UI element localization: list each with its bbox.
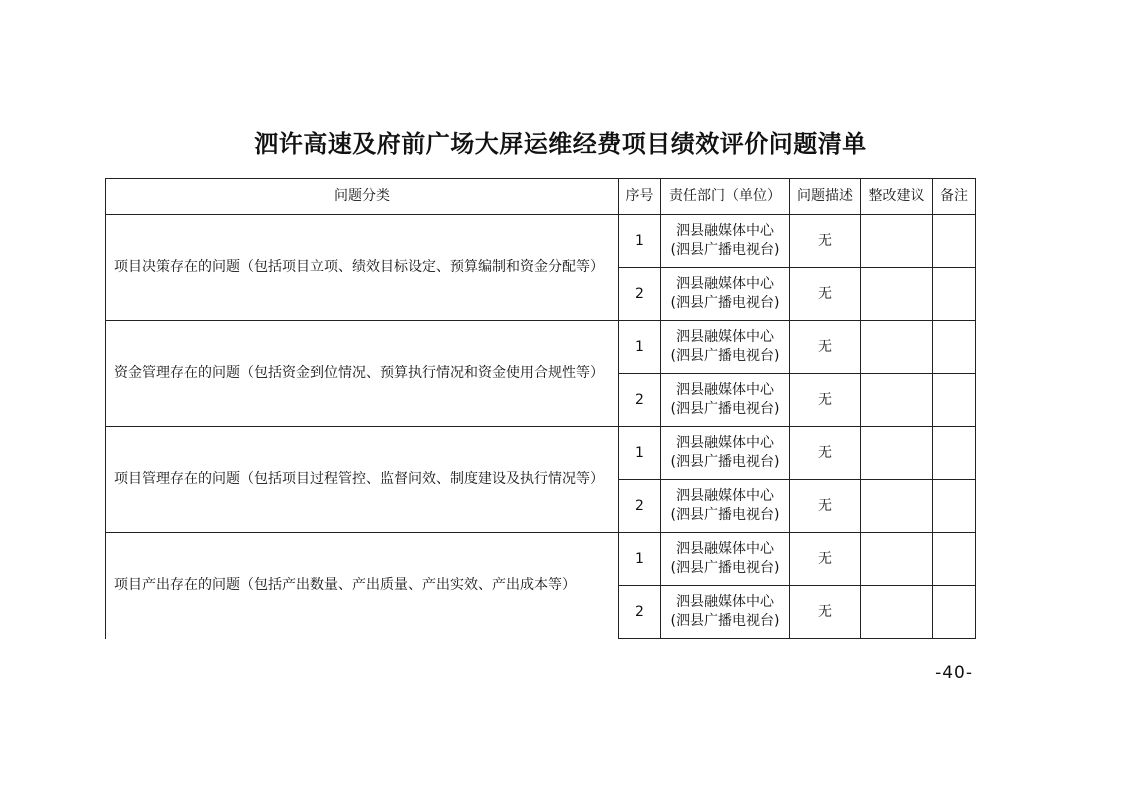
dept-line2: (泗县广播电视台) xyxy=(670,613,780,629)
remark-cell xyxy=(933,215,976,268)
dept-cell xyxy=(661,374,790,427)
header-suggestion: 整改建议 xyxy=(861,179,933,215)
category-cell: 资金管理存在的问题（包括资金到位情况、预算执行情况和资金使用合规性等） xyxy=(106,321,619,427)
category-cell: 项目管理存在的问题（包括项目过程管控、监督问效、制度建设及执行情况等） xyxy=(106,427,619,533)
dept-cell xyxy=(661,321,790,374)
suggestion-cell xyxy=(861,215,933,268)
seq-cell: 2 xyxy=(619,374,661,427)
dept-line1: 泗县融媒体中心 xyxy=(676,488,774,504)
table-row xyxy=(106,533,976,586)
seq-cell: 2 xyxy=(619,480,661,533)
desc-cell: 无 xyxy=(790,586,861,639)
suggestion-cell xyxy=(861,533,933,586)
dept-line2: (泗县广播电视台) xyxy=(670,560,780,576)
suggestion-cell xyxy=(861,321,933,374)
dept-line2: (泗县广播电视台) xyxy=(670,454,780,470)
suggestion-cell xyxy=(861,427,933,480)
suggestion-cell xyxy=(861,374,933,427)
desc-cell: 无 xyxy=(790,480,861,533)
remark-cell xyxy=(933,586,976,639)
suggestion-cell xyxy=(861,268,933,321)
seq-cell: 1 xyxy=(619,427,661,480)
dept-line2: (泗县广播电视台) xyxy=(670,507,780,523)
dept-line1: 泗县融媒体中心 xyxy=(676,223,774,239)
dept-line2: (泗县广播电视台) xyxy=(670,242,780,258)
seq-cell: 2 xyxy=(619,586,661,639)
seq-cell: 1 xyxy=(619,215,661,268)
dept-line2: (泗县广播电视台) xyxy=(670,348,780,364)
header-desc: 问题描述 xyxy=(790,179,861,215)
suggestion-cell xyxy=(861,480,933,533)
dept-line1: 泗县融媒体中心 xyxy=(676,541,774,557)
dept-cell xyxy=(661,215,790,268)
dept-cell xyxy=(661,268,790,321)
dept-line1: 泗县融媒体中心 xyxy=(676,276,774,292)
dept-line1: 泗县融媒体中心 xyxy=(676,435,774,451)
dept-line1: 泗县融媒体中心 xyxy=(676,382,774,398)
remark-cell xyxy=(933,533,976,586)
remark-cell xyxy=(933,427,976,480)
table-row xyxy=(106,321,976,374)
seq-cell: 1 xyxy=(619,533,661,586)
table-row xyxy=(106,427,976,480)
dept-cell xyxy=(661,533,790,586)
desc-cell: 无 xyxy=(790,321,861,374)
dept-line1: 泗县融媒体中心 xyxy=(676,594,774,610)
category-cell: 项目产出存在的问题（包括产出数量、产出质量、产出实效、产出成本等） xyxy=(106,533,619,639)
dept-cell xyxy=(661,427,790,480)
remark-cell xyxy=(933,374,976,427)
header-remark: 备注 xyxy=(933,179,976,215)
desc-cell: 无 xyxy=(790,268,861,321)
suggestion-cell xyxy=(861,586,933,639)
dept-cell xyxy=(661,586,790,639)
desc-cell: 无 xyxy=(790,215,861,268)
header-dept: 责任部门（单位） xyxy=(661,179,790,215)
page-number: -40- xyxy=(935,663,973,683)
desc-cell: 无 xyxy=(790,374,861,427)
dept-line2: (泗县广播电视台) xyxy=(670,295,780,311)
remark-cell xyxy=(933,321,976,374)
dept-line1: 泗县融媒体中心 xyxy=(676,329,774,345)
dept-cell xyxy=(661,480,790,533)
seq-cell: 2 xyxy=(619,268,661,321)
header-seq: 序号 xyxy=(619,179,661,215)
remark-cell xyxy=(933,268,976,321)
issues-table xyxy=(105,178,976,639)
seq-cell: 1 xyxy=(619,321,661,374)
document-title: 泗许高速及府前广场大屏运维经费项目绩效评价问题清单 xyxy=(254,130,867,158)
table-row xyxy=(106,215,976,268)
category-cell: 项目决策存在的问题（包括项目立项、绩效目标设定、预算编制和资金分配等） xyxy=(106,215,619,321)
desc-cell: 无 xyxy=(790,427,861,480)
desc-cell: 无 xyxy=(790,533,861,586)
remark-cell xyxy=(933,480,976,533)
header-category: 问题分类 xyxy=(106,179,619,215)
dept-line2: (泗县广播电视台) xyxy=(670,401,780,417)
table-header-row xyxy=(106,179,976,215)
